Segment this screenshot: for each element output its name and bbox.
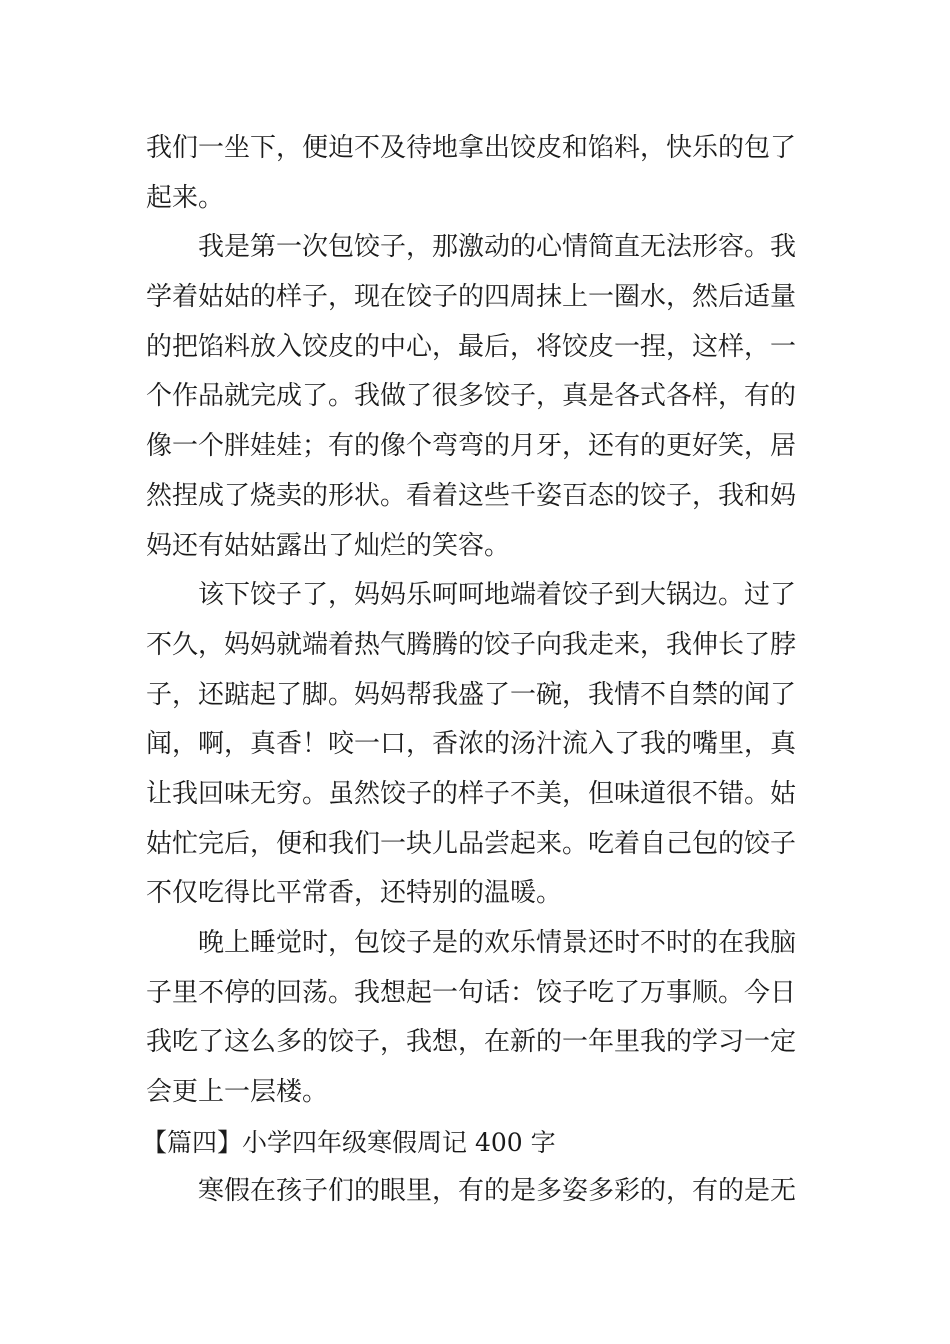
text-line: 个作品就完成了。我做了很多饺子，真是各式各样，有的	[146, 381, 797, 412]
text-line: 会更上一层楼。	[146, 1077, 329, 1108]
text-line: 的把馅料放入饺皮的中心，最后，将饺皮一捏，这样，一	[146, 331, 797, 362]
text-line: 闻，啊，真香！咬一口，香浓的汤汁流入了我的嘴里，真	[146, 729, 797, 760]
text-line: 姑忙完后，便和我们一块儿品尝起来。吃着自己包的饺子	[146, 828, 797, 859]
text-line: 子里不停的回荡。我想起一句话：饺子吃了万事顺。今日	[146, 977, 797, 1008]
text-line: 不仅吃得比平常香，还特别的温暖。	[146, 878, 563, 909]
text-line: 晚上睡觉时，包饺子是的欢乐情景还时不时的在我脑	[198, 928, 797, 958]
text-line: 我们一坐下，便迫不及待地拿出饺皮和馅料，快乐的包了	[146, 133, 797, 163]
paragraph-1	[146, 124, 806, 223]
paragraph-3	[146, 571, 806, 919]
text-line: 不久，妈妈就端着热气腾腾的饺子向我走来，我伸长了脖	[146, 629, 797, 660]
text-line: 我吃了这么多的饺子，我想，在新的一年里我的学习一定	[146, 1027, 797, 1058]
text-line: 我是第一次包饺子，那激动的心情简直无法形容。我	[198, 232, 797, 263]
text-line: 像一个胖娃娃；有的像个弯弯的月牙，还有的更好笑，居	[146, 431, 797, 462]
text-line: 该下饺子了，妈妈乐呵呵地端着饺子到大锅边。过了	[198, 580, 797, 611]
text-line: 让我回味无穷。虽然饺子的样子不美，但味道很不错。姑	[146, 778, 797, 809]
section-heading	[142, 1118, 806, 1168]
text-line: 起来。	[146, 182, 225, 213]
paragraph-4	[146, 919, 806, 1118]
text-line: 妈还有姑姑露出了灿烂的笑容。	[146, 530, 511, 561]
text-line: 子，还踮起了脚。妈妈帮我盛了一碗，我情不自禁的闻了	[146, 679, 797, 710]
text-line: 学着姑姑的样子，现在饺子的四周抹上一圈水，然后适量	[146, 282, 797, 313]
document-body	[142, 124, 806, 1217]
paragraph-2	[146, 223, 806, 571]
section-heading-text: 【篇四】小学四年级寒假周记 400 字	[142, 1127, 556, 1157]
paragraph-5	[146, 1167, 806, 1217]
text-line: 然捏成了烧卖的形状。看着这些千姿百态的饺子，我和妈	[146, 480, 797, 511]
text-line: 寒假在孩子们的眼里，有的是多姿多彩的，有的是无	[198, 1176, 797, 1207]
